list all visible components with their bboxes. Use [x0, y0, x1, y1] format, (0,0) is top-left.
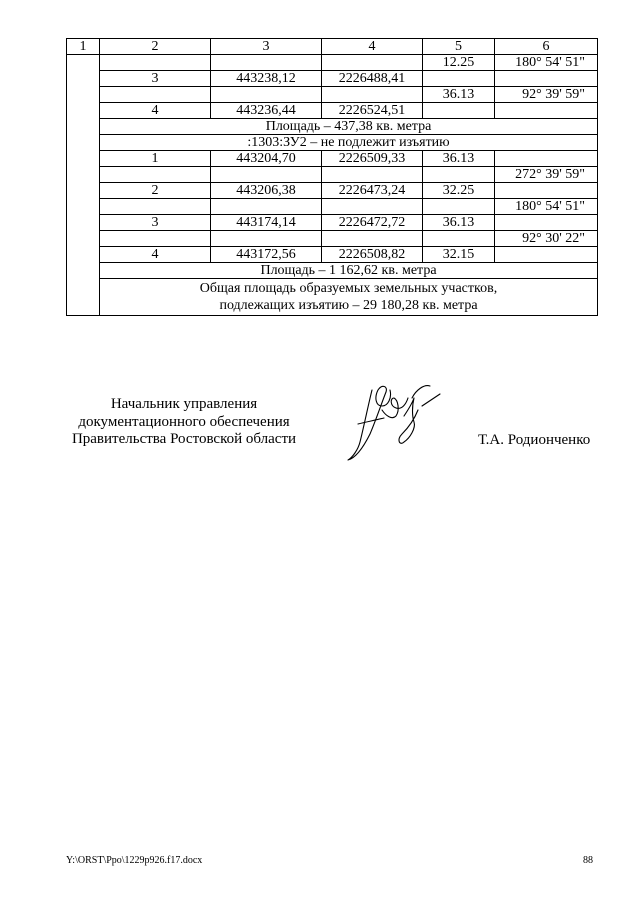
point-number-cell: 3: [100, 215, 211, 231]
area-cell: Площадь – 1 162,62 кв. метра: [100, 263, 598, 279]
point-number-cell: 1: [100, 151, 211, 167]
point-number-cell: 2: [100, 183, 211, 199]
table-row: [67, 183, 598, 199]
header-row: [67, 39, 598, 55]
header-col-4: 4: [322, 39, 423, 55]
angle-cell: 272° 39' 59": [495, 167, 598, 183]
header-col-3: 3: [211, 39, 322, 55]
total-area-line-1: Общая площадь образуемых земельных участков,: [199, 281, 498, 296]
signatory-title-line-2: документационного обеспечения: [78, 413, 290, 430]
angle-cell: 92° 39' 59": [495, 87, 598, 103]
file-path: Y:\ORST\Ppo\1229p926.f17.docx: [66, 855, 203, 866]
header-col-5: 5: [423, 39, 495, 55]
y-coord-cell: 2226524,51: [322, 103, 423, 119]
merged-index-cell: [67, 55, 100, 316]
distance-cell: 32.15: [423, 247, 495, 263]
header-col-6: 6: [495, 39, 598, 55]
x-coord-cell: 443172,56: [211, 247, 322, 263]
table-row: [67, 87, 598, 103]
signatory-title: [64, 396, 304, 449]
coordinates-table: [66, 38, 598, 316]
distance-cell: 32.25: [423, 183, 495, 199]
angle-cell: 92° 30' 22": [495, 231, 598, 247]
distance-cell: 36.13: [423, 87, 495, 103]
point-number-cell: 4: [100, 247, 211, 263]
table-row: [67, 71, 598, 87]
x-coord-cell: 443236,44: [211, 103, 322, 119]
angle-cell: 180° 54' 51": [495, 199, 598, 215]
y-coord-cell: 2226509,33: [322, 151, 423, 167]
distance-cell: 36.13: [423, 215, 495, 231]
parcel-title-cell: :1303:ЗУ2 – не подлежит изъятию: [100, 135, 598, 151]
y-coord-cell: 2226508,82: [322, 247, 423, 263]
point-number-cell: 4: [100, 103, 211, 119]
table-row: [67, 199, 598, 215]
total-area-cell: [100, 279, 598, 316]
total-area-line-2: подлежащих изъятию – 29 180,28 кв. метра: [219, 298, 478, 313]
distance-cell: 36.13: [423, 151, 495, 167]
x-coord-cell: 443204,70: [211, 151, 322, 167]
table-row: [67, 215, 598, 231]
table-row: [67, 263, 598, 279]
signatory-title-line-1: Начальник управления: [110, 396, 258, 412]
header-col-1: 1: [67, 39, 100, 55]
x-coord-cell: 443238,12: [211, 71, 322, 87]
table-row: [67, 151, 598, 167]
point-number-cell: 3: [100, 71, 211, 87]
handwritten-signature: [342, 376, 454, 468]
angle-cell: 180° 54' 51": [495, 55, 598, 71]
table-row: [67, 279, 598, 316]
table-row: [67, 55, 598, 71]
table-row: [67, 167, 598, 183]
x-coord-cell: 443206,38: [211, 183, 322, 199]
table-row: [67, 103, 598, 119]
table-row: [67, 247, 598, 263]
header-col-2: 2: [100, 39, 211, 55]
distance-cell: 12.25: [423, 55, 495, 71]
signatory-name: Т.А. Родионченко: [478, 432, 591, 448]
area-cell: Площадь – 437,38 кв. метра: [100, 119, 598, 135]
table-row: [67, 231, 598, 247]
y-coord-cell: 2226473,24: [322, 183, 423, 199]
table-row: [67, 119, 598, 135]
table-row: [67, 135, 598, 151]
signatory-title-line-3: Правительства Ростовской области: [71, 431, 297, 447]
page-number: 88: [583, 855, 593, 866]
x-coord-cell: 443174,14: [211, 215, 322, 231]
y-coord-cell: 2226488,41: [322, 71, 423, 87]
y-coord-cell: 2226472,72: [322, 215, 423, 231]
